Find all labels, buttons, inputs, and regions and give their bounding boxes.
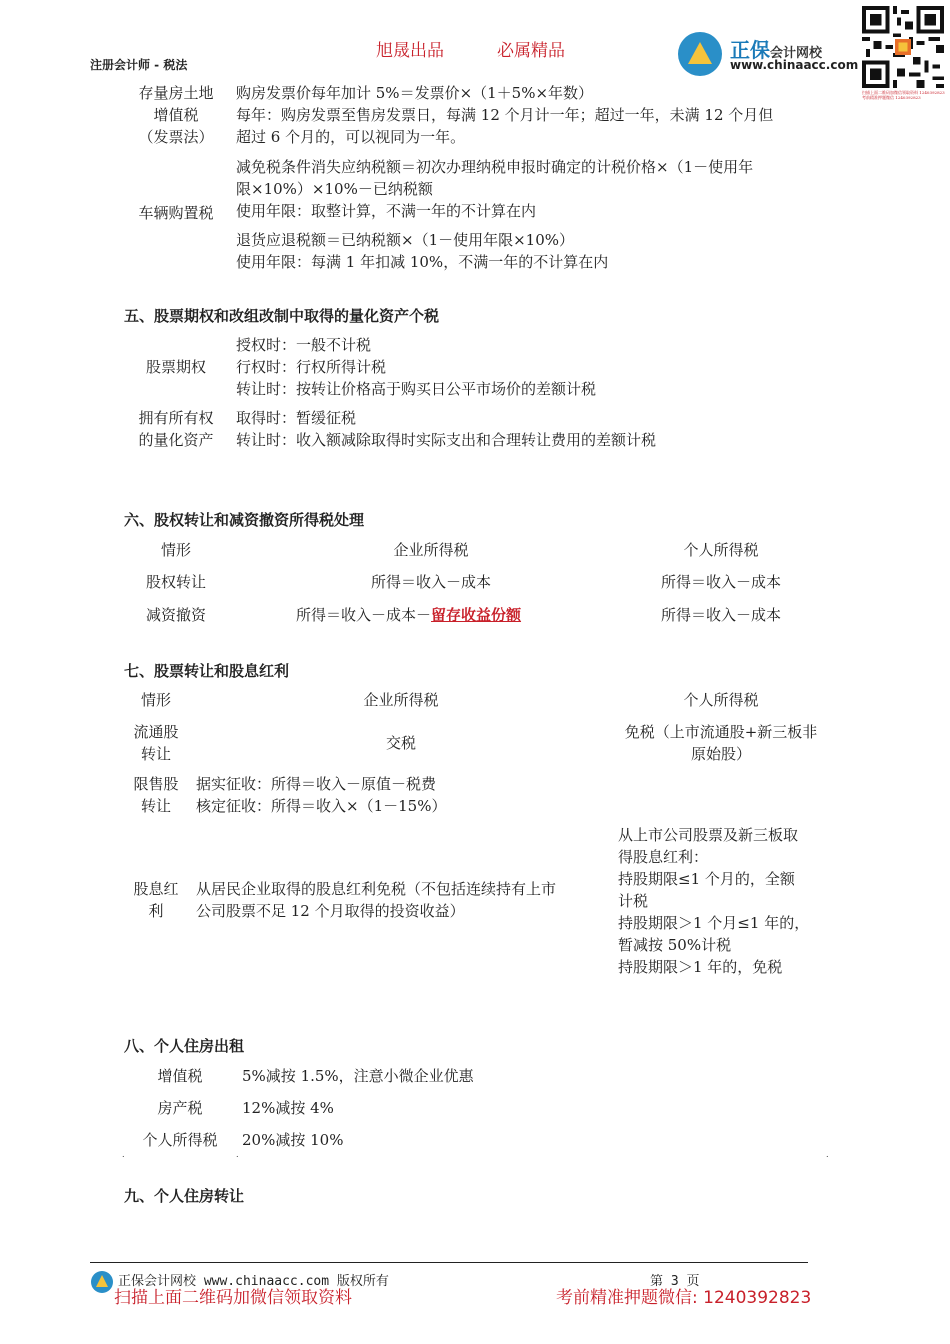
- table-marker: .: [122, 1150, 125, 1159]
- qr-note: 扫描上面二维码加微信领取资料 1240392823 考前精准押题微信 1240392823: [862, 90, 945, 100]
- vehicle-tax-line-2: 限×10%）×10%－已纳税额: [236, 180, 433, 198]
- vehicle-tax-line-5: 使用年限：每满 1 年扣减 10%，不满一年的不计算在内: [236, 253, 609, 271]
- table-marker: .: [236, 1150, 239, 1159]
- section-8-title: 八、个人住房出租: [124, 1037, 245, 1055]
- footer-copyright: 正保会计网校 www.chinaacc.com 版权所有: [118, 1274, 389, 1289]
- s6-row2-corp: 所得＝收入－成本－留存收益份额: [296, 606, 522, 624]
- footer-divider: [90, 1262, 808, 1263]
- s7-row1-corp: 交税: [385, 734, 416, 752]
- vat-land-line-2: 每年：购房发票至售房发票日，每满 12 个月计一年；超过一年，未满 12 个月但: [236, 106, 774, 124]
- s8-row1-value: 5%减按 1.5%，注意小微企业优惠: [242, 1067, 474, 1085]
- quantified-asset-line-2: 转让时：收入额减除取得时实际支出和合理转让费用的差额计税: [236, 431, 657, 449]
- logo-url: www.chinaacc.com: [730, 58, 859, 72]
- table-marker: .: [826, 1150, 829, 1159]
- s7-row2-label: 限售股 转让: [133, 775, 179, 815]
- stock-option-line-3: 转让时：按转让价格高于购买日公平市场价的差额计税: [236, 380, 597, 398]
- s7-row2-corp-line-2: 核定征收：所得＝收入×（1－15%）: [196, 797, 447, 815]
- vehicle-tax-line-1: 减免税条件消失应纳税额＝初次办理纳税申报时确定的计税价格×（1－使用年: [236, 158, 754, 176]
- s7-row1-label: 流通股 转让: [133, 723, 179, 763]
- vehicle-tax-label: 车辆购置税: [138, 204, 214, 222]
- footer-promo-left: 扫描上面二维码加微信领取资料: [114, 1288, 352, 1308]
- stock-option-line-1: 授权时：一般不计税: [236, 336, 372, 354]
- stock-option-line-2: 行权时：行权所得计税: [236, 358, 387, 376]
- s7-row3-personal: 从上市公司股票及新三板取 得股息红利： 持股期限≤1 个月的，全额 计税 持股期限＞1 个月≤1 年的， 暂减按 50%计税 持股期限＞1 年的，免税: [618, 826, 810, 976]
- section-6-title: 六、股权转让和减资撤资所得税处理: [124, 511, 365, 529]
- s8-row3-label: 个人所得税: [142, 1131, 218, 1149]
- vat-land-line-1: 购房发票价每年加计 5%＝发票价×（1＋5%×年数）: [236, 84, 594, 102]
- vehicle-tax-line-4: 退货应退税额＝已纳税额×（1－使用年限×10%）: [236, 231, 575, 249]
- footer-promo-right: 考前精准押题微信: 1240392823: [556, 1288, 812, 1308]
- footer-logo-icon: [90, 1270, 114, 1294]
- s7-row3-label: 股息红 利: [133, 880, 179, 920]
- s6-row2-label: 减资撤资: [145, 606, 206, 624]
- section-9-title: 九、个人住房转让: [124, 1187, 245, 1205]
- s6-header-personal: 个人所得税: [683, 541, 759, 559]
- s6-row2-personal: 所得＝收入－成本: [660, 606, 781, 624]
- s8-row3-value: 20%减按 10%: [242, 1131, 344, 1149]
- footer-page-number: 第 3 页: [650, 1274, 700, 1289]
- vat-land-line-3: 超过 6 个月的，可以视同为一年。: [236, 128, 466, 146]
- s7-row2-corp-line-1: 据实征收：所得＝收入－原值－税费: [196, 775, 437, 793]
- s7-header-personal: 个人所得税: [683, 691, 759, 709]
- quantified-asset-label: 拥有所有权 的量化资产: [138, 409, 214, 449]
- s8-row2-label: 房产税: [157, 1099, 203, 1117]
- quantified-asset-line-1: 取得时：暂缓征税: [236, 409, 357, 427]
- s6-row1-label: 股权转让: [145, 573, 206, 591]
- retained-earnings-link[interactable]: 留存收益份额: [431, 606, 522, 624]
- vat-land-label: 存量房土地 增值税 （发票法）: [138, 84, 214, 146]
- qr-code-icon: [862, 4, 944, 90]
- s8-row1-label: 增值税: [157, 1067, 203, 1085]
- s7-header-corp: 企业所得税: [363, 691, 439, 709]
- s6-header-case: 情形: [160, 541, 191, 559]
- stock-option-label: 股票期权: [145, 358, 206, 376]
- logo-triangle-icon: [688, 42, 712, 64]
- s7-row1-personal: 免税（上市流通股+新三板非 原始股）: [624, 723, 818, 763]
- subject-title: 注册会计师 - 税法: [90, 58, 188, 72]
- s7-header-case: 情形: [140, 691, 171, 709]
- header-slogan-left: 旭晟出品: [376, 41, 444, 61]
- section-7-title: 七、股票转让和股息红利: [124, 662, 290, 680]
- s7-row3-corp-line-2: 公司股票不足 12 个月取得的投资收益）: [196, 902, 465, 920]
- s6-header-corp: 企业所得税: [393, 541, 469, 559]
- s6-row1-personal: 所得＝收入－成本: [660, 573, 781, 591]
- section-5-title: 五、股票期权和改组改制中取得的量化资产个税: [124, 307, 440, 325]
- chinaacc-logo: [678, 28, 860, 80]
- logo-brand: 正保会计网校: [730, 38, 823, 62]
- header-slogan-right: 必属精品: [497, 41, 565, 61]
- s8-row2-value: 12%减按 4%: [242, 1099, 334, 1117]
- s6-row1-corp: 所得＝收入－成本: [370, 573, 491, 591]
- s7-row3-corp-line-1: 从居民企业取得的股息红利免税（不包括连续持有上市: [196, 880, 557, 898]
- vehicle-tax-line-3: 使用年限：取整计算，不满一年的不计算在内: [236, 202, 537, 220]
